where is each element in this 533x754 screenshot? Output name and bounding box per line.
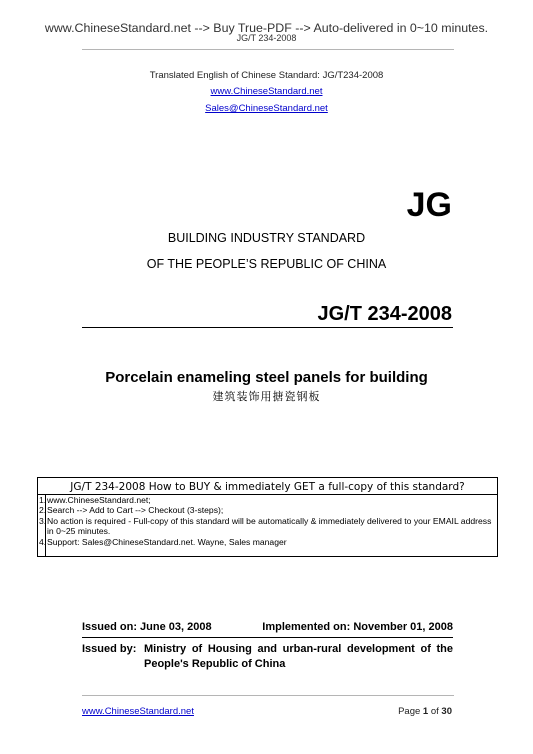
standard-mark: JG xyxy=(406,186,452,224)
top-banner: www.ChineseStandard.net --> Buy True-PDF --> Auto-delivered in 0~10 minutes. xyxy=(44,21,489,35)
list-item xyxy=(38,505,497,515)
footer-link-wrap xyxy=(82,706,194,717)
page-current: 1 xyxy=(422,706,429,717)
standard-code: JG/T 234-2008 xyxy=(317,303,452,325)
standard-category-line2: OF THE PEOPLE’S REPUBLIC OF CHINA xyxy=(146,257,387,271)
implemented-on-date: Implemented on: November 01, 2008 xyxy=(262,621,453,633)
page-indicator xyxy=(398,706,452,717)
website-link-wrap xyxy=(0,86,533,97)
issuer-label: Issued by: xyxy=(82,643,137,655)
page-total: 30 xyxy=(441,706,452,717)
step-text: No action is required - Full-copy of this standard will be automatically & immediately delivered to your EMAIL address in 0~25 minutes. xyxy=(47,515,492,537)
step-number: 2. xyxy=(39,505,47,516)
step-text: Support: Sales@ChineseStandard.net. Wayne, Sales manager xyxy=(47,536,287,547)
list-item xyxy=(38,537,497,547)
header-doc-code: JG/T 234-2008 xyxy=(236,33,297,43)
header-divider xyxy=(82,49,454,50)
issued-on-date: Issued on: June 03, 2008 xyxy=(82,621,212,633)
list-item xyxy=(38,495,497,505)
document-title-zh: 建筑装饰用搪瓷钢板 xyxy=(212,390,321,403)
buy-info-box xyxy=(37,477,498,557)
issuer-text: Ministry of Housing and urban-rural development of the People's Republic of China xyxy=(144,643,453,670)
page-word: Page xyxy=(398,706,421,717)
step-text: www.ChineseStandard.net; xyxy=(47,495,151,505)
dates-divider xyxy=(82,637,453,638)
step-text: Search --> Add to Cart --> Checkout (3-steps); xyxy=(47,505,224,516)
document-title-en: Porcelain enameling steel panels for building xyxy=(105,369,428,386)
list-item xyxy=(38,516,497,537)
standard-category-line1: BUILDING INDUSTRY STANDARD xyxy=(167,231,366,245)
translation-note: Translated English of Chinese Standard: JG/T234-2008 xyxy=(149,70,384,81)
buy-steps-list xyxy=(38,495,497,547)
footer-website-link[interactable]: www.ChineseStandard.net xyxy=(82,706,194,717)
step-number: 1. xyxy=(39,495,47,505)
buy-box-heading: JG/T 234-2008 How to BUY & immediately GET a full-copy of this standard? xyxy=(70,481,465,493)
footer-divider xyxy=(82,695,454,696)
step-number: 4. xyxy=(39,536,47,547)
page-of-word: of xyxy=(430,706,439,717)
code-divider xyxy=(82,327,453,328)
step-number: 3. xyxy=(39,515,47,526)
website-link[interactable]: www.ChineseStandard.net xyxy=(210,86,323,97)
sales-email-link[interactable]: Sales@ChineseStandard.net xyxy=(205,103,328,114)
email-link-wrap xyxy=(0,103,533,114)
